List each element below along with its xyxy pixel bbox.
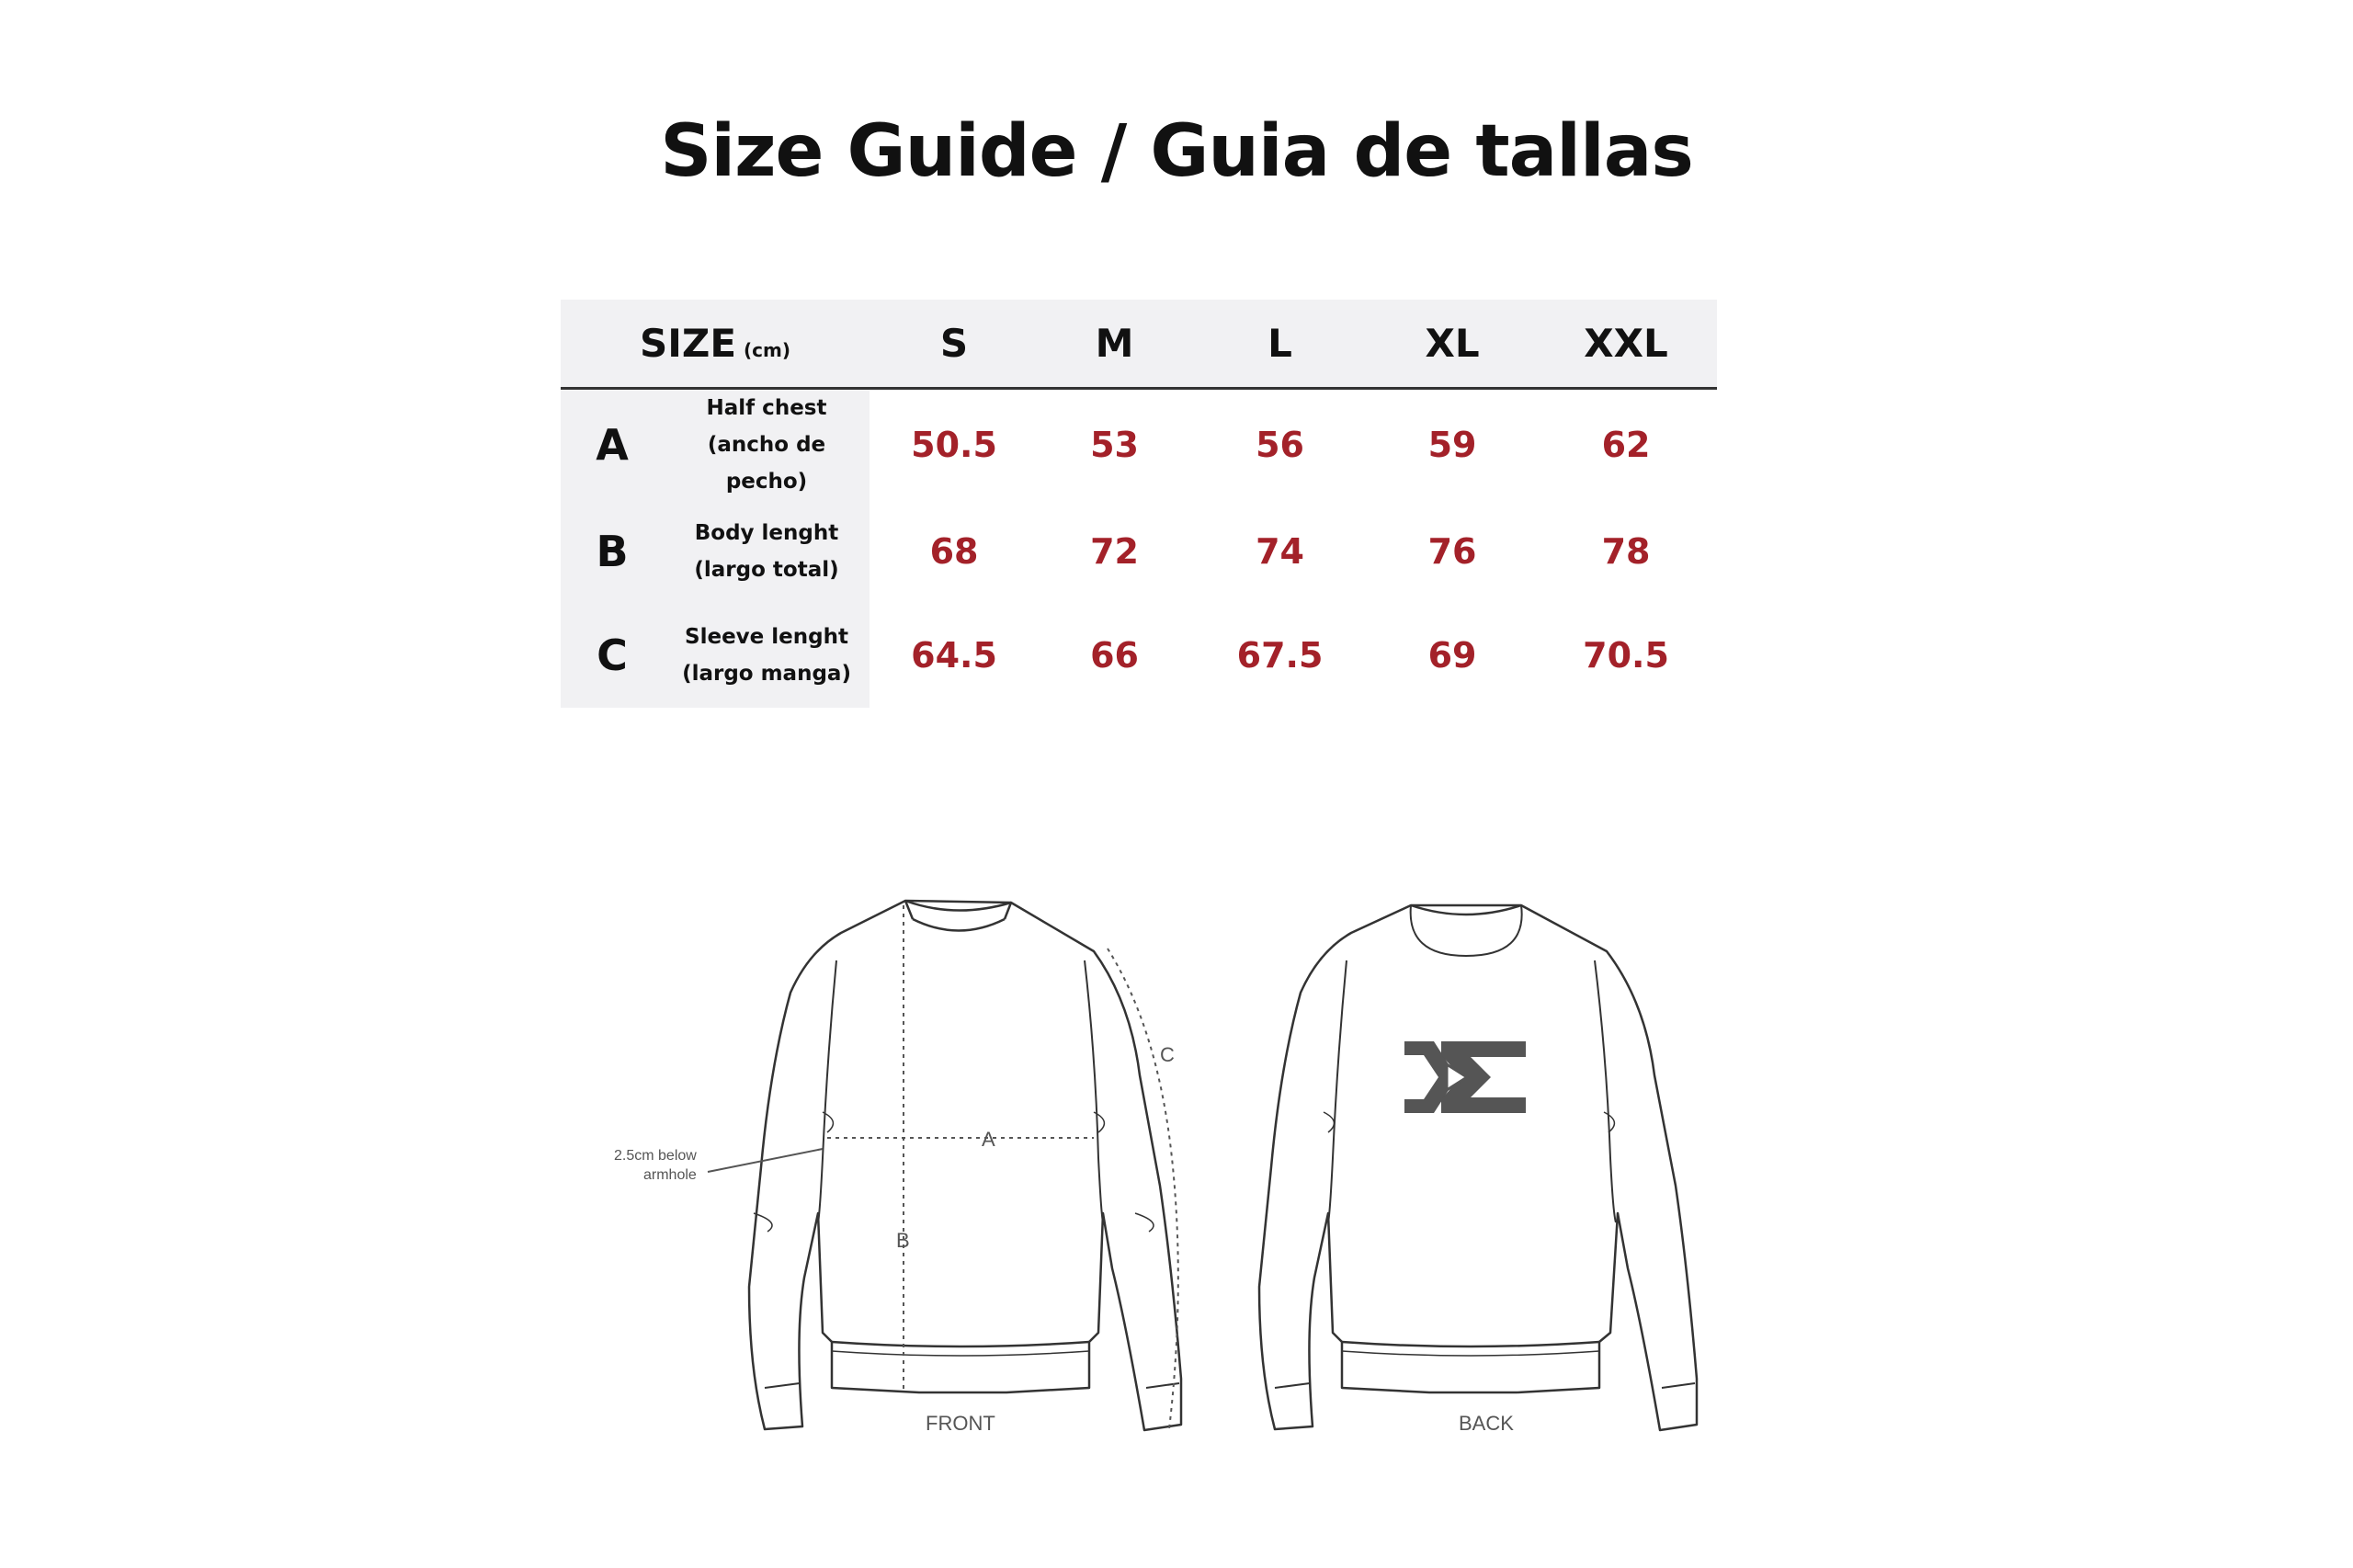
value-cell: 64.5 <box>911 635 997 676</box>
value-cell: 76 <box>1427 531 1477 572</box>
row-description <box>664 388 870 500</box>
row-label: Sleeve lenght <box>685 625 848 649</box>
back-label: BACK <box>1459 1412 1514 1435</box>
armhole-note-line-2: armhole <box>643 1167 697 1183</box>
marker-c: C <box>1160 1043 1175 1066</box>
size-header-xxl: XXL <box>1535 300 1717 388</box>
marker-b: B <box>896 1229 910 1252</box>
size-header-cell <box>561 300 870 388</box>
row-description <box>664 604 870 708</box>
value-cell: 66 <box>1090 635 1139 676</box>
page-title: Size Guide / Guia de tallas <box>660 110 1693 193</box>
row-label-es: (largo total) <box>694 558 839 582</box>
row-label: Body lenght <box>694 521 839 545</box>
front-sweatshirt <box>749 901 1181 1430</box>
size-header-l: L <box>1190 300 1370 388</box>
size-header-unit: (cm) <box>744 338 791 361</box>
row-letter: A <box>561 388 664 500</box>
size-header-label: SIZE <box>640 320 737 366</box>
row-label: Half chest <box>706 395 827 420</box>
table-row-c <box>561 604 1717 708</box>
front-label: FRONT <box>926 1412 995 1435</box>
armhole-pointer <box>708 1149 823 1172</box>
row-label-es: (ancho de pecho) <box>707 432 826 494</box>
back-sweatshirt <box>1259 905 1697 1430</box>
size-header-s: S <box>870 300 1039 388</box>
measurement-lines <box>827 905 1178 1429</box>
table-row-a <box>561 388 1717 500</box>
brand-logo-icon <box>1404 1041 1526 1113</box>
value-cell: 69 <box>1427 635 1477 676</box>
armhole-note-line-1: 2.5cm below <box>614 1148 697 1164</box>
table-row-b <box>561 500 1717 604</box>
value-cell: 67.5 <box>1236 635 1324 676</box>
value-cell: 59 <box>1427 424 1477 465</box>
value-cell: 50.5 <box>911 424 997 465</box>
size-header-xl: XL <box>1370 300 1535 388</box>
value-cell: 78 <box>1601 531 1651 572</box>
table-header-row <box>561 300 1717 388</box>
value-cell: 68 <box>929 531 979 572</box>
value-cell: 56 <box>1256 424 1304 465</box>
value-cell: 70.5 <box>1583 635 1669 676</box>
value-cell: 62 <box>1601 424 1651 465</box>
value-cell: 72 <box>1090 531 1139 572</box>
row-description <box>664 500 870 604</box>
value-cell: 74 <box>1256 531 1304 572</box>
sweatshirt-diagram <box>588 882 1710 1452</box>
marker-a: A <box>982 1128 995 1151</box>
value-cell: 53 <box>1090 424 1139 465</box>
size-table <box>561 300 1717 708</box>
row-letter: B <box>561 500 664 604</box>
row-label-es: (largo manga) <box>682 662 851 686</box>
size-header-m: M <box>1039 300 1190 388</box>
row-letter: C <box>561 604 664 708</box>
